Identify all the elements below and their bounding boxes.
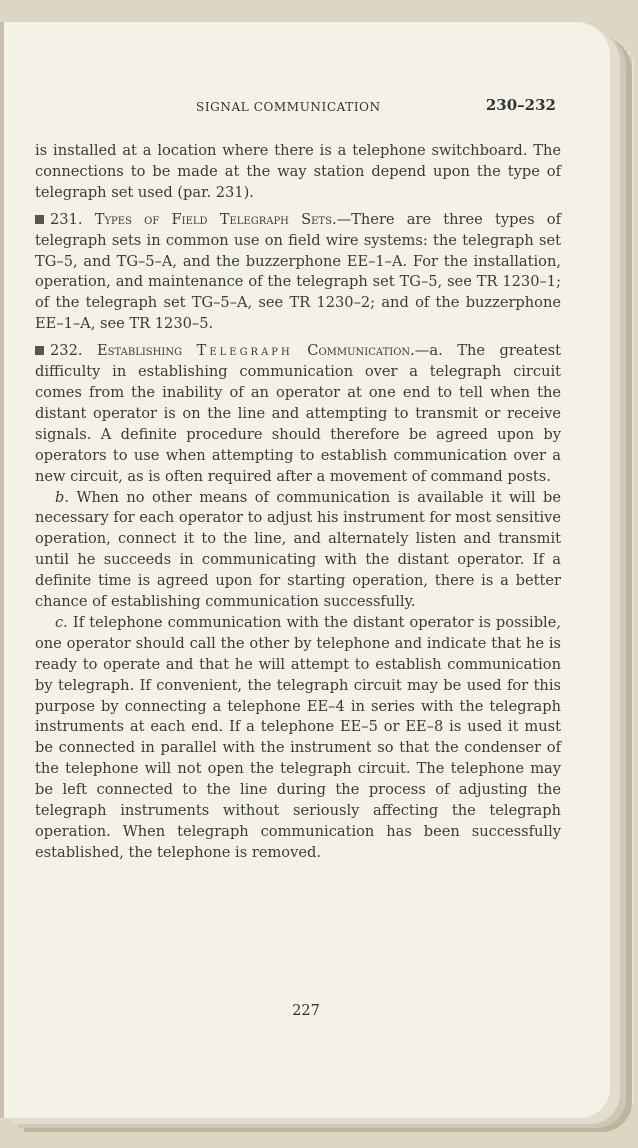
book-page [2,22,610,1118]
page-edges [608,40,634,1120]
subparagraph-c [35,613,561,864]
paragraph-text: The greatest difficulty in establishing communication over a telegraph circuit comes from the inability of an operator at one end to tell when the distant operator is on the line and attempting to transmit or receive signals. A definite procedure should therefore be agreed upon by operators to use when attempting to establish communication over a new circuit, as is often required after a movement of command posts. [35,342,562,485]
paragraph-text: —There are three types of telegraph sets in common use on field wire systems: the telegraph set TG–5, and TG–5–A, and the buzzerphone EE–1–A. For the installation, operation, and maintenance of the telegraph set TG–5, see TR 1230–1; of the telegraph set TG–5–A, see TR 1230–2; and of the buzzerphone EE–1–A, see TR 1230–5. [35,210,561,333]
paragraph-title-part: Telegraph [196,342,293,360]
paragraph-title-part: Establishing [97,342,183,360]
body-text [35,141,561,864]
paragraph-232 [35,341,561,487]
paragraph-range: 230–232 [485,96,556,114]
section-marker-icon [35,215,44,224]
paragraph-text: When no other means of communication is available it will be necessary for each operator to adjust his instrument for most sensitive operation, connect it to the line, and alternately listen and transmit until he succeeds in communicating with the distant operator. If a definite time is agreed upon for starting operation, there is a better chance of establishing communication successfully. [35,488,561,611]
subparagraph-label: b. [55,488,69,506]
paragraph-number: 231. [50,210,83,228]
paragraph-number: 232. [50,342,83,360]
paragraph-continued: is installed at a location where there is a telephone switchboard. The connections to be made at the way station depend upon the type of telegraph set used (par. 231). [35,142,561,201]
paragraph-title-part: Communication. [307,342,415,360]
paragraph-text: If telephone communication with the distant operator is possible, one operator should call the other by telephone and indicate that he is ready to operate and that he will attempt to establish communication by telegraph. If convenient, the telegraph circuit may be used for this purpose by connecting a telephone EE–4 in series with the telegraph instruments at each end. If a telephone EE–5 or EE–8 is used it must be connected in parallel with the instrument so that the condenser of the telephone will not open the telegraph circuit. The telephone may be left connected to the line during the process of adjusting the telegraph instruments without seriously affecting the telegraph operation. When telegraph communication has been successfully established, the telephone is removed. [35,613,561,861]
section-marker-icon [35,346,44,355]
running-head: SIGNAL COMMUNICATION [196,100,381,114]
subparagraph-label: —a. [414,342,443,360]
page-number: 227 [292,1002,320,1019]
subparagraph-b [35,488,561,613]
subparagraph-label: c. [55,613,68,631]
paragraph-231 [35,210,561,335]
page-spine [0,22,4,1118]
paragraph-title: Types of Field Telegraph Sets. [94,210,337,228]
page-header [36,96,560,116]
